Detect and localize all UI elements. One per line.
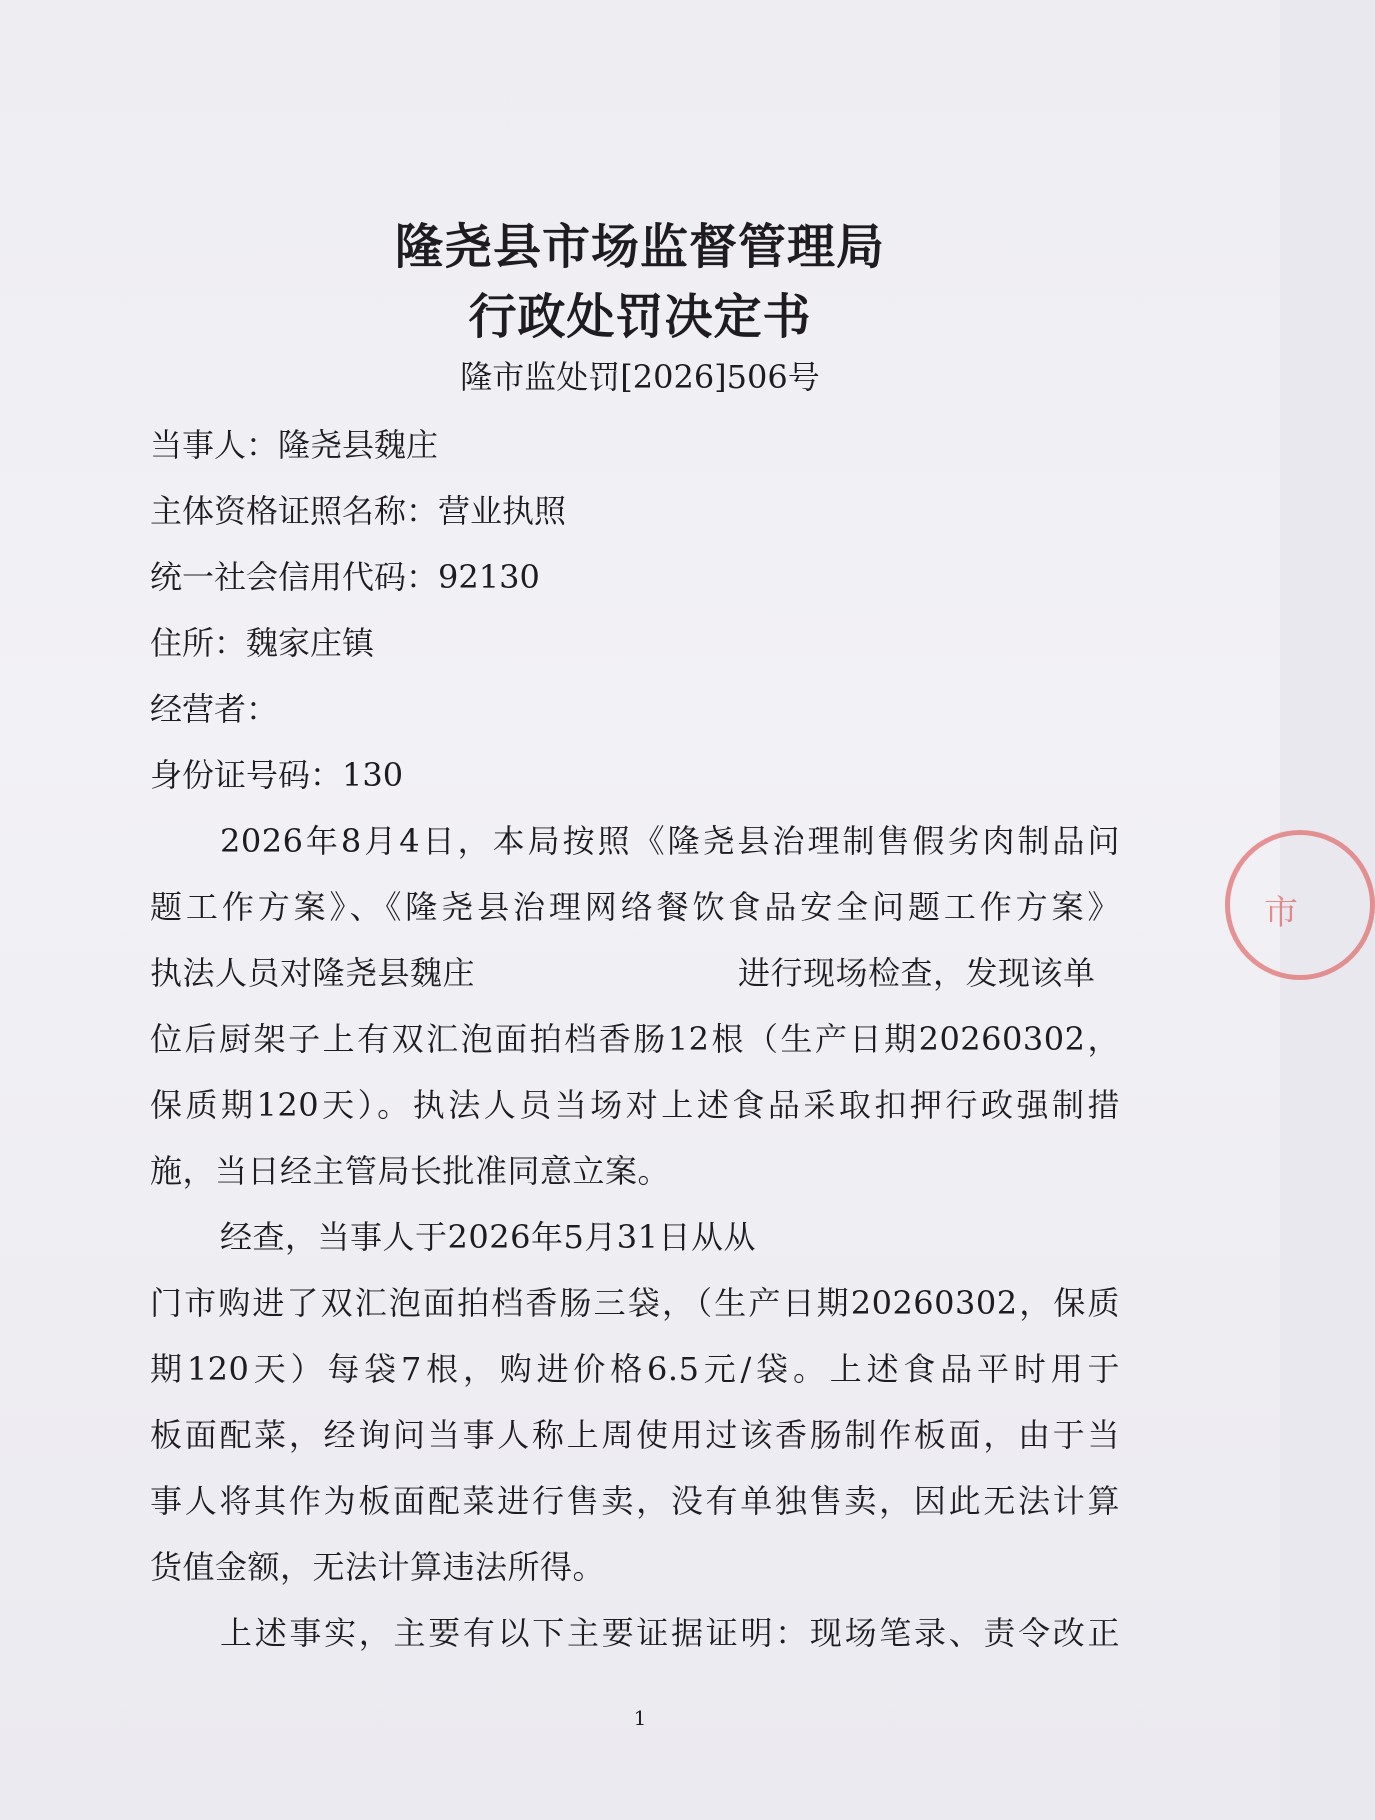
body-line: 位后厨架子上有双汇泡面拍档香肠12根（生产日期20260302，: [150, 1020, 1120, 1058]
body-line: 保质期120天）。执法人员当场对上述食品采取扣押行政强制措: [150, 1086, 1120, 1124]
body-line: 事人将其作为板面配菜进行售卖，没有单独售卖，因此无法计算: [150, 1482, 1120, 1520]
body-line: 货值金额，无法计算违法所得。: [150, 1548, 606, 1586]
license-name-field: 主体资格证照名称：营业执照: [150, 492, 567, 530]
id-number-field: 身份证号码：130: [150, 756, 404, 794]
body-line: 上述事实，主要有以下主要证据证明：现场笔录、责令改正: [220, 1614, 1120, 1652]
page-number: 1: [633, 1706, 647, 1730]
seal-character: 市: [1264, 893, 1298, 933]
body-line-tail: 进行现场检查，发现该单: [738, 954, 1096, 992]
credit-code-field: 统一社会信用代码：92130: [150, 558, 540, 596]
body-line: 2026年8月4日，本局按照《隆尧县治理制售假劣肉制品问: [220, 822, 1120, 860]
body-line: 施，当日经主管局长批准同意立案。: [150, 1152, 671, 1190]
official-seal: [1225, 830, 1375, 980]
body-line: 执法人员对隆尧县魏庄: [150, 954, 476, 992]
document-title-agency: 隆尧县市场监督管理局: [394, 219, 885, 275]
body-line: 经查，当事人于2026年5月31日从从: [220, 1218, 757, 1256]
body-line: 门市购进了双汇泡面拍档香肠三袋，（生产日期20260302，保质: [150, 1284, 1120, 1322]
document-number: 隆市监处罚[2026]506号: [460, 358, 820, 396]
document-title-type: 行政处罚决定书: [468, 289, 812, 345]
body-line: 期120天）每袋7根，购进价格6.5元/袋。上述食品平时用于: [150, 1350, 1120, 1388]
address-field: 住所：魏家庄镇: [150, 624, 375, 662]
party-name-field: 当事人：隆尧县魏庄: [150, 426, 439, 464]
operator-field: 经营者：: [150, 690, 279, 728]
body-line: 题工作方案》、《隆尧县治理网络餐饮食品安全问题工作方案》: [150, 888, 1120, 926]
body-line: 板面配菜，经询问当事人称上周使用过该香肠制作板面，由于当: [150, 1416, 1120, 1454]
